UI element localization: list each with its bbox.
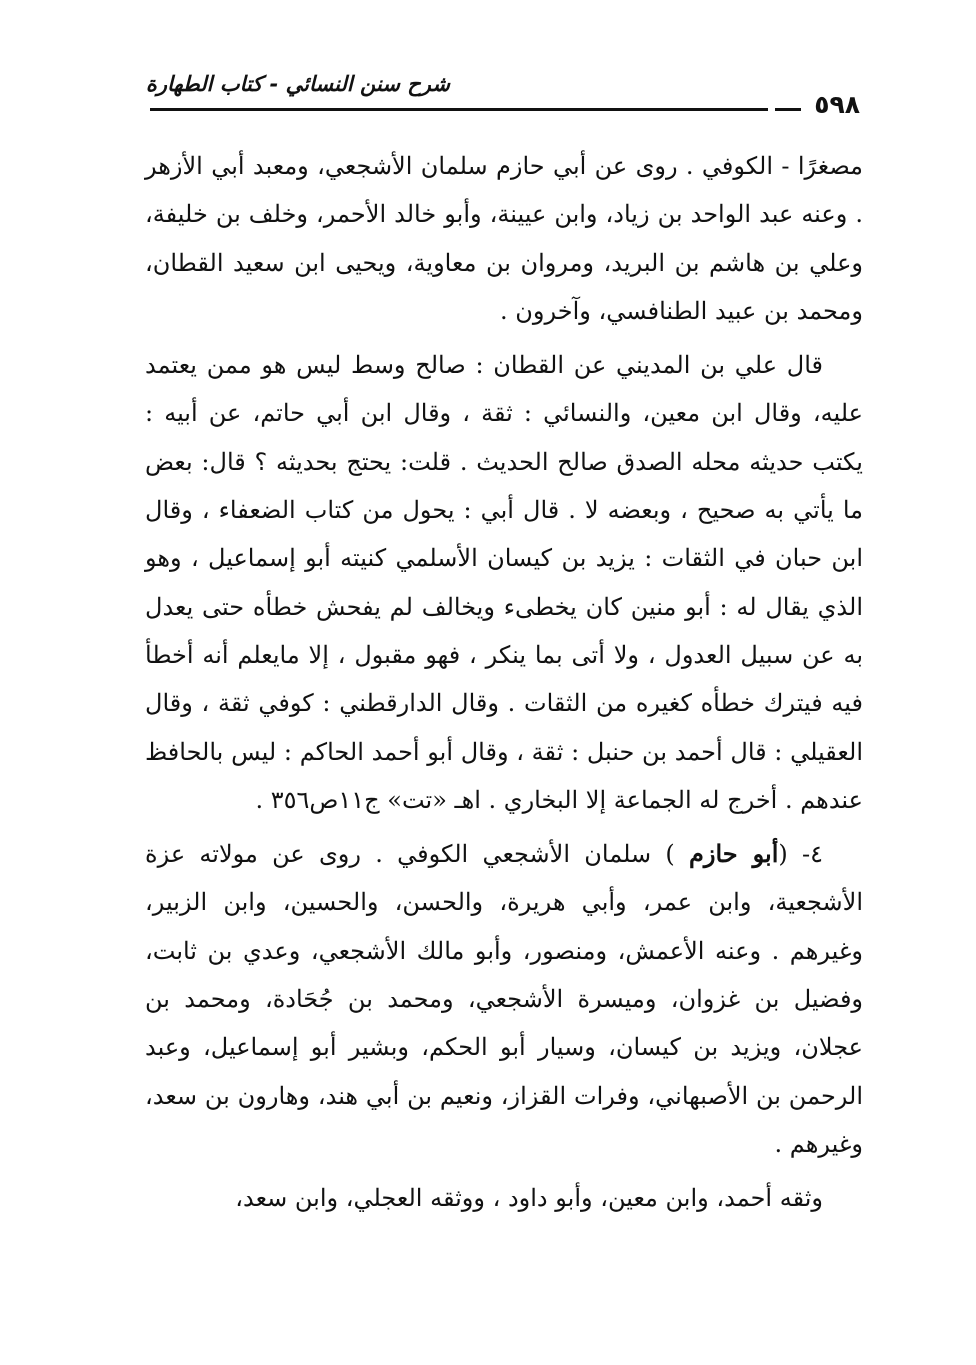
body-text — [145, 142, 863, 1229]
header-rule-dash — [775, 108, 801, 111]
paragraph-3-text: ) سلمان الأشجعي الكوفي . روى عن مولاته عزة الأشجعية، وابن عمر، وأبي هريرة، والحسن، والحسين، وابن الزبير، وغيرهم . وعنه الأعمش، ومنصور، وأبو مالك الأشجعي، وعدي بن ثابت، وفضيل بن غزوان، وميسرة الأشجعي، ومحمد بن جُحَادة، ومحمد بن عجلان، ويزيد بن كيسان، وسيار أبو الحكم، وبشير أبو إسماعيل، وعبد الرحمن بن الأصبهاني، وفرات القزاز، ونعيم بن أبي هند، وهارون بن سعد، وغيرهم . — [145, 840, 864, 1158]
paragraph-2-text: قال علي بن المديني عن القطان : صالح وسط ليس هو ممن يعتمد عليه، وقال ابن معين، والنسائي : ثقة ، وقال ابن أبي حاتم، عن أبيه : يكتب حديثه محله الصدق صالح الحديث . قلت: يحتج بحديثه ؟ قال: بعض ما يأتي به صحيح ، وبعضه لا . قال أبي : يحول من كتاب الضعفاء ، وقال ابن حبان في الثقات : يزيد بن كيسان الأسلمي كنيته أبو إسماعيل ، وهو الذي يقال له : أبو منين كان يخطىء ويخالف لم يفحش خطأه حتى يعدل به عن سبيل العدول ، ولا أتى بما ينكر ، فهو مقبول ، إلا مايعلم أنه أخطأ فيه فيترك خطأه كغيره من الثقات . وقال الدارقطني : كوفي ثقة ، وقال العقيلي : قال أحمد بن حنبل : ثقة ، وقال أبو أحمد الحاكم : ليس بالحافظ عندهم . أخرج له الجماعة إلا البخاري . اهـ «تت» ج١١ص٣٥٦ . — [145, 351, 864, 814]
paragraph-1-text: مصغرًا - الكوفي . روى عن أبي حازم سلمان الأشجعي، ومعبد أبي الأزهر . وعنه عبد الواحد بن زياد، وابن عيينة، وأبو خالد الأحمر، وخلف بن خليفة، وعلي بن هاشم بن البريد، ومروان بن معاوية، ويحيى ابن سعيد القطان، ومحمد بن عبيد الطنافسي، وآخرون . — [145, 152, 863, 325]
entry-number: ٤- ( — [778, 840, 823, 869]
paragraph-3 — [145, 830, 863, 1168]
entry-name: أبو حازم — [689, 839, 779, 869]
paragraph-2 — [145, 341, 863, 824]
paragraph-1 — [145, 142, 863, 335]
paragraph-4-text: وثقه أحمد، وابن معين، وأبو داود ، ووثقه العجلي، وابن سعد، — [235, 1184, 823, 1213]
header-rule — [150, 108, 768, 111]
paragraph-4 — [145, 1174, 863, 1222]
running-title: شرح سنن النسائي - كتاب الطهارة — [145, 72, 450, 96]
page-header — [145, 68, 860, 130]
page-number: ٥٩٨ — [814, 90, 860, 119]
